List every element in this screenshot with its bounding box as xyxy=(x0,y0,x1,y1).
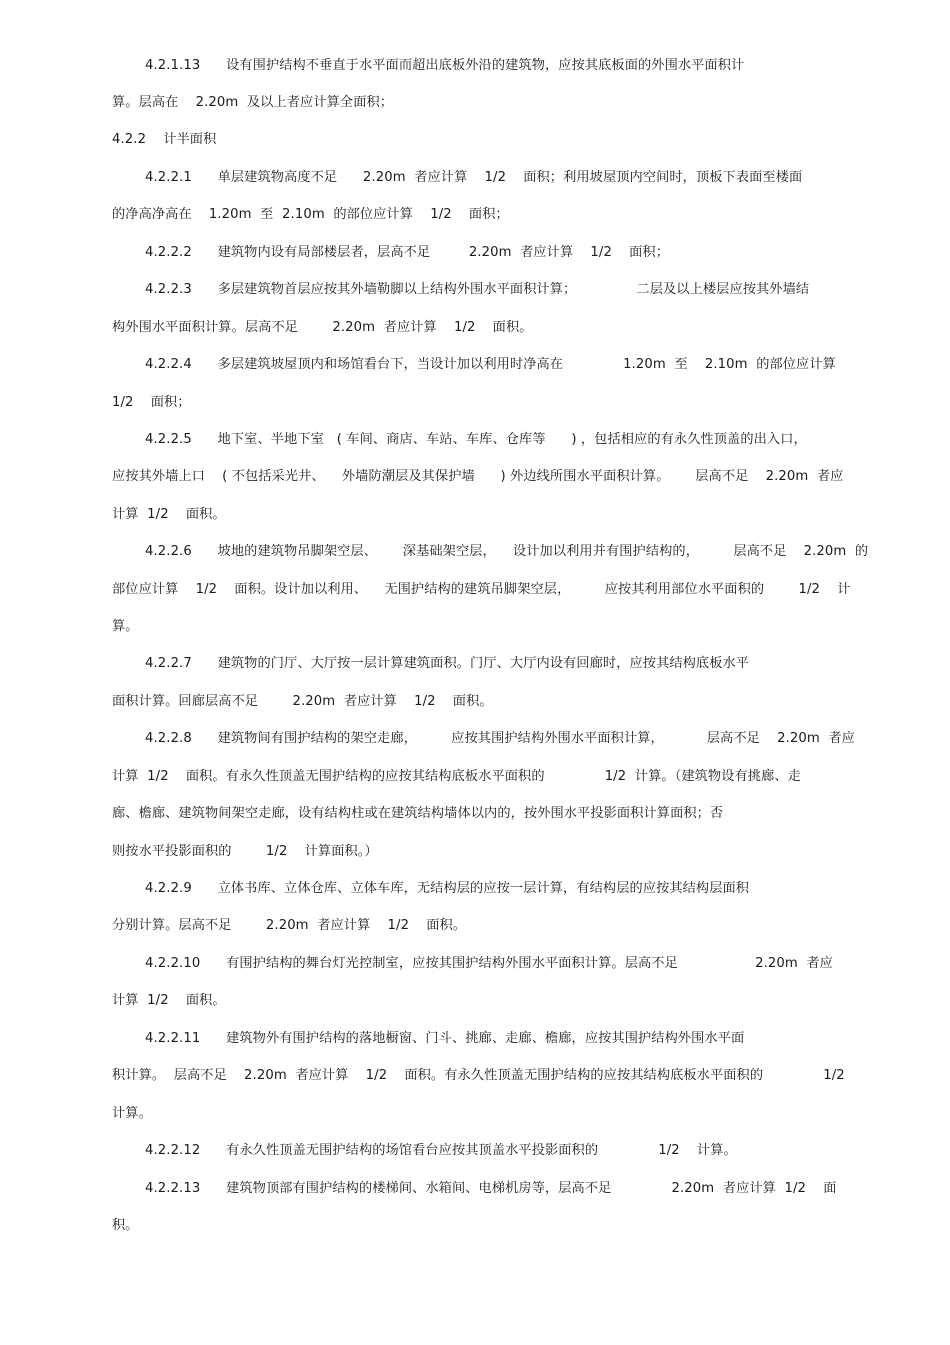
text-line: 4.2.2.1 单层建筑物高度不足 2.20m 者应计算 1/2 面积；利用坡屋顶内空间时，顶板下表面至楼面 xyxy=(145,170,803,185)
text-line: 4.2.2.10 有围护结构的舞台灯光控制室，应按其围护结构外围水平面积计算。层高不足 2.20m 者应 xyxy=(145,956,833,971)
text-line: 积。 xyxy=(112,1218,139,1233)
text-line: 算。层高在 2.20m 及以上者应计算全面积； xyxy=(112,95,394,110)
text-line: 4.2.2.4 多层建筑坡屋顶内和场馆看台下，当设计加以利用时净高在 1.20m 至 2.10m 的部位应计算 xyxy=(145,357,836,372)
text-line: 1/2 面积； xyxy=(112,395,191,410)
text-line: 4.2.2.12 有永久性顶盖无围护结构的场馆看台应按其顶盖水平投影面积的 1/2 计算。 xyxy=(145,1143,737,1158)
section-heading: 4.2.2 计半面积 xyxy=(112,132,217,147)
text-line: 计算 1/2 面积。 xyxy=(112,507,226,522)
text-line: 计算 1/2 面积。 xyxy=(112,993,226,1008)
text-line: 4.2.2.6 坡地的建筑物吊脚架空层、 深基础架空层， 设计加以利用并有围护结构的， 层高不足 2.20m 的 xyxy=(145,544,869,559)
text-line: 算。 xyxy=(112,619,139,634)
text-line: 4.2.1.13 设有围护结构不垂直于水平面而超出底板外沿的建筑物，应按其底板面的外围水平面积计 xyxy=(145,58,745,73)
text-line: 4.2.2.7 建筑物的门厅、大厅按一层计算建筑面积。门厅、大厅内设有回廊时，应按其结构底板水平 xyxy=(145,656,750,671)
text-line: 4.2.2.9 立体书库、立体仓库、立体车库，无结构层的应按一层计算，有结构层的应按其结构层面积 xyxy=(145,881,750,896)
text-line: 部位应计算 1/2 面积。设计加以利用、 无围护结构的建筑吊脚架空层， 应按其利用部位水平面积的 1/2 计 xyxy=(112,582,851,597)
text-line: 的净高净高在 1.20m 至 2.10m 的部位应计算 1/2 面积； xyxy=(112,207,509,222)
text-line: 应按其外墙上口 ( 不包括采光井、 外墙防潮层及其保护墙 ) 外边线所围水平面积计算。 层高不足 2.20m 者应 xyxy=(112,469,844,484)
text-line: 4.2.2.11 建筑物外有围护结构的落地橱窗、门斗、挑廊、走廊、檐廊，应按其围护结构外围水平面 xyxy=(145,1031,745,1046)
text-line: 廊、檐廊、建筑物间架空走廊，设有结构柱或在建筑结构墙体以内的，按外围水平投影面积计算面积；否 xyxy=(112,806,724,821)
text-line: 4.2.2.5 地下室、半地下室 ( 车间、商店、车站、车库、仓库等 ) ，包括相应的有永久性顶盖的出入口， xyxy=(145,432,807,447)
text-line: 4.2.2.2 建筑物内设有局部楼层者，层高不足 2.20m 者应计算 1/2 面积； xyxy=(145,245,669,260)
text-line: 4.2.2.13 建筑物顶部有围护结构的楼梯间、水箱间、电梯机房等，层高不足 2.20m 者应计算 1/2 面 xyxy=(145,1181,837,1196)
text-line: 4.2.2.3 多层建筑物首层应按其外墙勒脚以上结构外围水平面积计算； 二层及以上楼层应按其外墙结 xyxy=(145,282,810,297)
text-line: 积计算。 层高不足 2.20m 者应计算 1/2 面积。有永久性顶盖无围护结构的应按其结构底板水平面积的 1/2 xyxy=(112,1068,845,1083)
text-line: 分别计算。层高不足 2.20m 者应计算 1/2 面积。 xyxy=(112,918,467,933)
text-line: 面积计算。回廊层高不足 2.20m 者应计算 1/2 面积。 xyxy=(112,694,493,709)
text-line: 计算。 xyxy=(112,1106,152,1121)
text-line: 构外围水平面积计算。层高不足 2.20m 者应计算 1/2 面积。 xyxy=(112,320,533,335)
text-line: 则按水平投影面积的 1/2 计算面积。） xyxy=(112,844,378,859)
text-line: 计算 1/2 面积。有永久性顶盖无围护结构的应按其结构底板水平面积的 1/2 计算。（建筑物设有挑廊、走 xyxy=(112,769,801,784)
text-line: 4.2.2.8 建筑物间有围护结构的架空走廊， 应按其围护结构外围水平面积计算， 层高不足 2.20m 者应 xyxy=(145,731,855,746)
